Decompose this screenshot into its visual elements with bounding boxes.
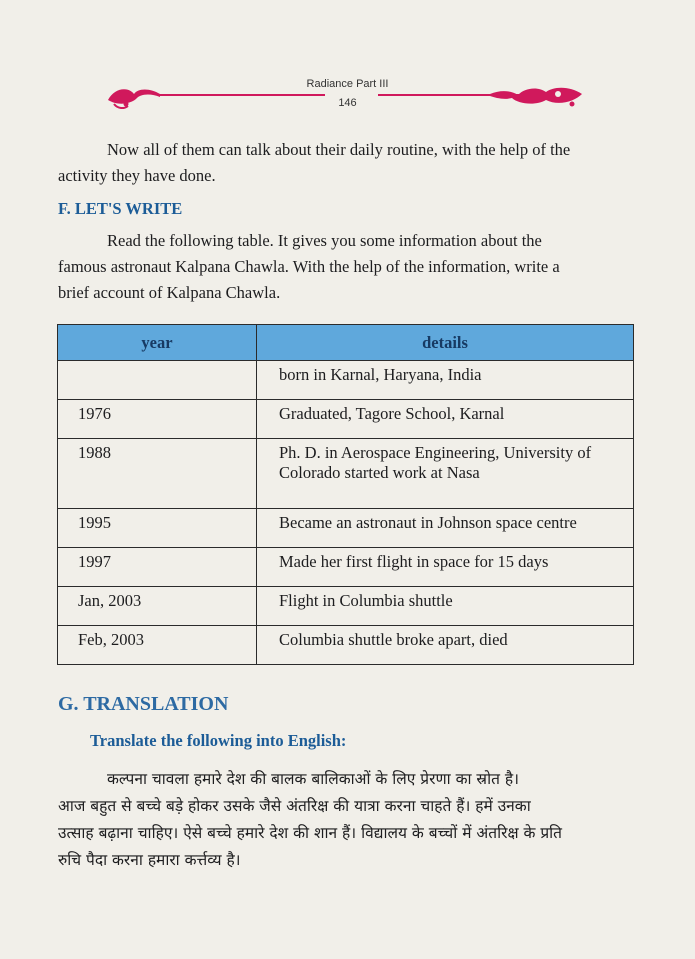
hindi-line: कल्पना चावला हमारे देश की बालक बालिकाओं के लिए प्रेरणा का स्रोत है। [107,770,519,788]
hindi-passage [58,766,643,874]
year-cell: 1976 [58,400,257,439]
section-g-heading: G. TRANSLATION [58,693,229,715]
year-cell: Jan, 2003 [58,587,257,626]
year-cell: 1995 [58,509,257,548]
table-header-row [58,325,634,361]
details-cell [257,439,634,509]
table-row [58,587,634,626]
intro-line: activity they have done. [58,166,216,185]
translation-instruction: Translate the following into English: [90,731,347,750]
book-title: Radiance Part III [306,78,389,90]
year-cell: 1988 [58,439,257,509]
intro-paragraph [58,137,570,189]
details-line: Ph. D. in Aerospace Engineering, University of [279,443,592,462]
table-row [58,626,634,665]
table-row [58,439,634,509]
table-row [58,361,634,400]
details-cell: Flight in Columbia shuttle [257,587,634,626]
page-number: 146 [338,97,357,109]
table-row [58,548,634,587]
section-f-line: famous astronaut Kalpana Chawla. With the help of the information, write a [58,257,560,276]
hindi-line: उत्साह बढ़ाना चाहिए। ऐसे बच्चे हमारे देश की शान हैं। विद्यालय के बच्चों में अंतरिक्ष के प्रति [58,824,562,842]
header-rule-left [160,94,325,96]
year-cell: Feb, 2003 [58,626,257,665]
details-cell: born in Karnal, Haryana, India [257,361,634,400]
kalpana-chawla-table [57,324,634,665]
hindi-line: आज बहुत से बच्चे बड़े होकर उसके जैसे अंतरिक्ष की यात्रा करना चाहते हैं। हमें उनका [58,797,531,815]
section-f-line: Read the following table. It gives you some information about the [107,231,542,250]
details-cell: Made her first flight in space for 15 days [257,548,634,587]
year-cell [58,361,257,400]
intro-line: Now all of them can talk about their daily routine, with the help of the [107,140,571,159]
section-f-paragraph [58,228,560,306]
section-f-heading: F. LET'S WRITE [58,199,183,218]
year-cell: 1997 [58,548,257,587]
hindi-line: रुचि पैदा करना हमारा कर्त्तव्य है। [58,851,241,869]
year-column-header: year [58,325,257,361]
details-cell: Graduated, Tagore School, Karnal [257,400,634,439]
details-line: Colorado started work at Nasa [279,463,480,482]
details-cell: Became an astronaut in Johnson space centre [257,509,634,548]
right-ornament-icon [488,82,588,110]
details-column-header: details [257,325,634,361]
section-f-line: brief account of Kalpana Chawla. [58,283,281,302]
table-row [58,400,634,439]
table-row [58,509,634,548]
details-cell: Columbia shuttle broke apart, died [257,626,634,665]
